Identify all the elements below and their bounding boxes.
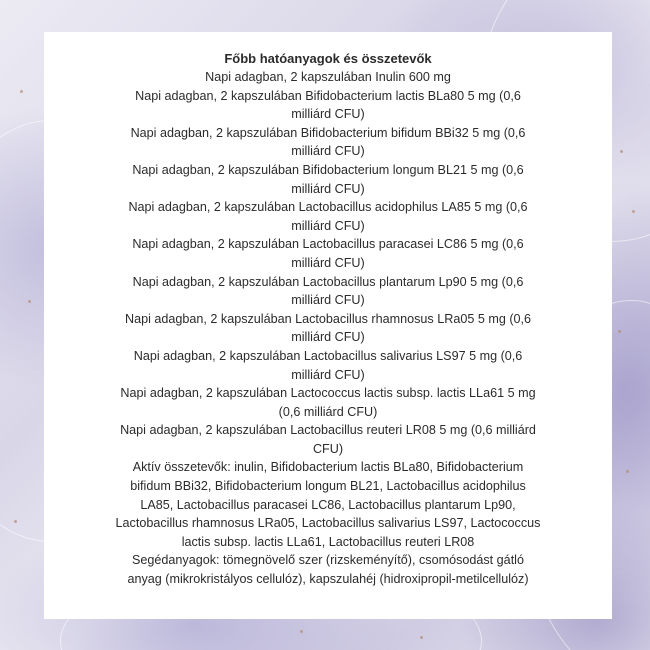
ingredient-line: milliárd CFU) [291, 144, 365, 159]
ingredient-line: Napi adagban, 2 kapszulában Lactococcus lactis subsp. lactis LLa61 5 mg [120, 386, 536, 401]
ingredient-line: milliárd CFU) [291, 181, 365, 196]
ingredient-line: Napi adagban, 2 kapszulában Lactobacillus acidophilus LA85 5 mg (0,6 [128, 200, 528, 215]
excipients-line: anyag (mikrokristályos cellulóz), kapszulahéj (hidroxipropil-metilcellulóz) [127, 572, 529, 587]
active-ingredients-line: LA85, Lactobacillus paracasei LC86, Lactobacillus plantarum Lp90, [140, 497, 516, 512]
ingredient-line: (0,6 milliárd CFU) [278, 404, 378, 419]
ingredient-line: Napi adagban, 2 kapszulában Lactobacillus plantarum Lp90 5 mg (0,6 [132, 274, 524, 289]
ingredient-line: milliárd CFU) [291, 330, 365, 345]
ingredients-card [44, 32, 612, 619]
ingredient-line: Napi adagban, 2 kapszulában Lactobacillus reuteri LR08 5 mg (0,6 milliárd [120, 423, 536, 438]
active-ingredients-line: bifidum BBi32, Bifidobacterium longum BL21, Lactobacillus acidophilus [130, 479, 526, 494]
ingredient-line: CFU) [312, 441, 344, 456]
ingredients-title: Főbb hatóanyagok és összetevők [224, 51, 432, 66]
ingredient-line: milliárd CFU) [291, 367, 365, 382]
ingredient-line: milliárd CFU) [291, 107, 365, 122]
excipients-line: Segédanyagok: tömegnövelő szer (rizskeményítő), csomósodást gátló [131, 553, 524, 568]
ingredient-line: Napi adagban, 2 kapszulában Lactobacillus rhamnosus LRa05 5 mg (0,6 [124, 311, 532, 326]
ingredient-line: Napi adagban, 2 kapszulában Lactobacillus salivarius LS97 5 mg (0,6 [133, 348, 523, 363]
ingredient-line: milliárd CFU) [291, 218, 365, 233]
ingredient-line: Napi adagban, 2 kapszulában Inulin 600 mg [205, 70, 451, 84]
ingredient-line: Napi adagban, 2 kapszulában Bifidobacterium bifidum BBi32 5 mg (0,6 [130, 125, 526, 140]
ingredient-line: Napi adagban, 2 kapszulában Bifidobacterium longum BL21 5 mg (0,6 [132, 162, 524, 177]
ingredient-line: milliárd CFU) [291, 293, 365, 308]
ingredient-line: Napi adagban, 2 kapszulában Lactobacillus paracasei LC86 5 mg (0,6 [132, 237, 524, 252]
active-ingredients-line: Aktív összetevők: inulin, Bifidobacterium lactis BLa80, Bifidobacterium [132, 460, 524, 475]
ingredient-line: milliárd CFU) [291, 255, 365, 270]
ingredient-line: Napi adagban, 2 kapszulában Bifidobacterium lactis BLa80 5 mg (0,6 [135, 88, 521, 103]
active-ingredients-line: lactis subsp. lactis LLa61, Lactobacillus reuteri LR08 [181, 534, 475, 549]
active-ingredients-line: Lactobacillus rhamnosus LRa05, Lactobacillus salivarius LS97, Lactococcus [115, 516, 541, 531]
